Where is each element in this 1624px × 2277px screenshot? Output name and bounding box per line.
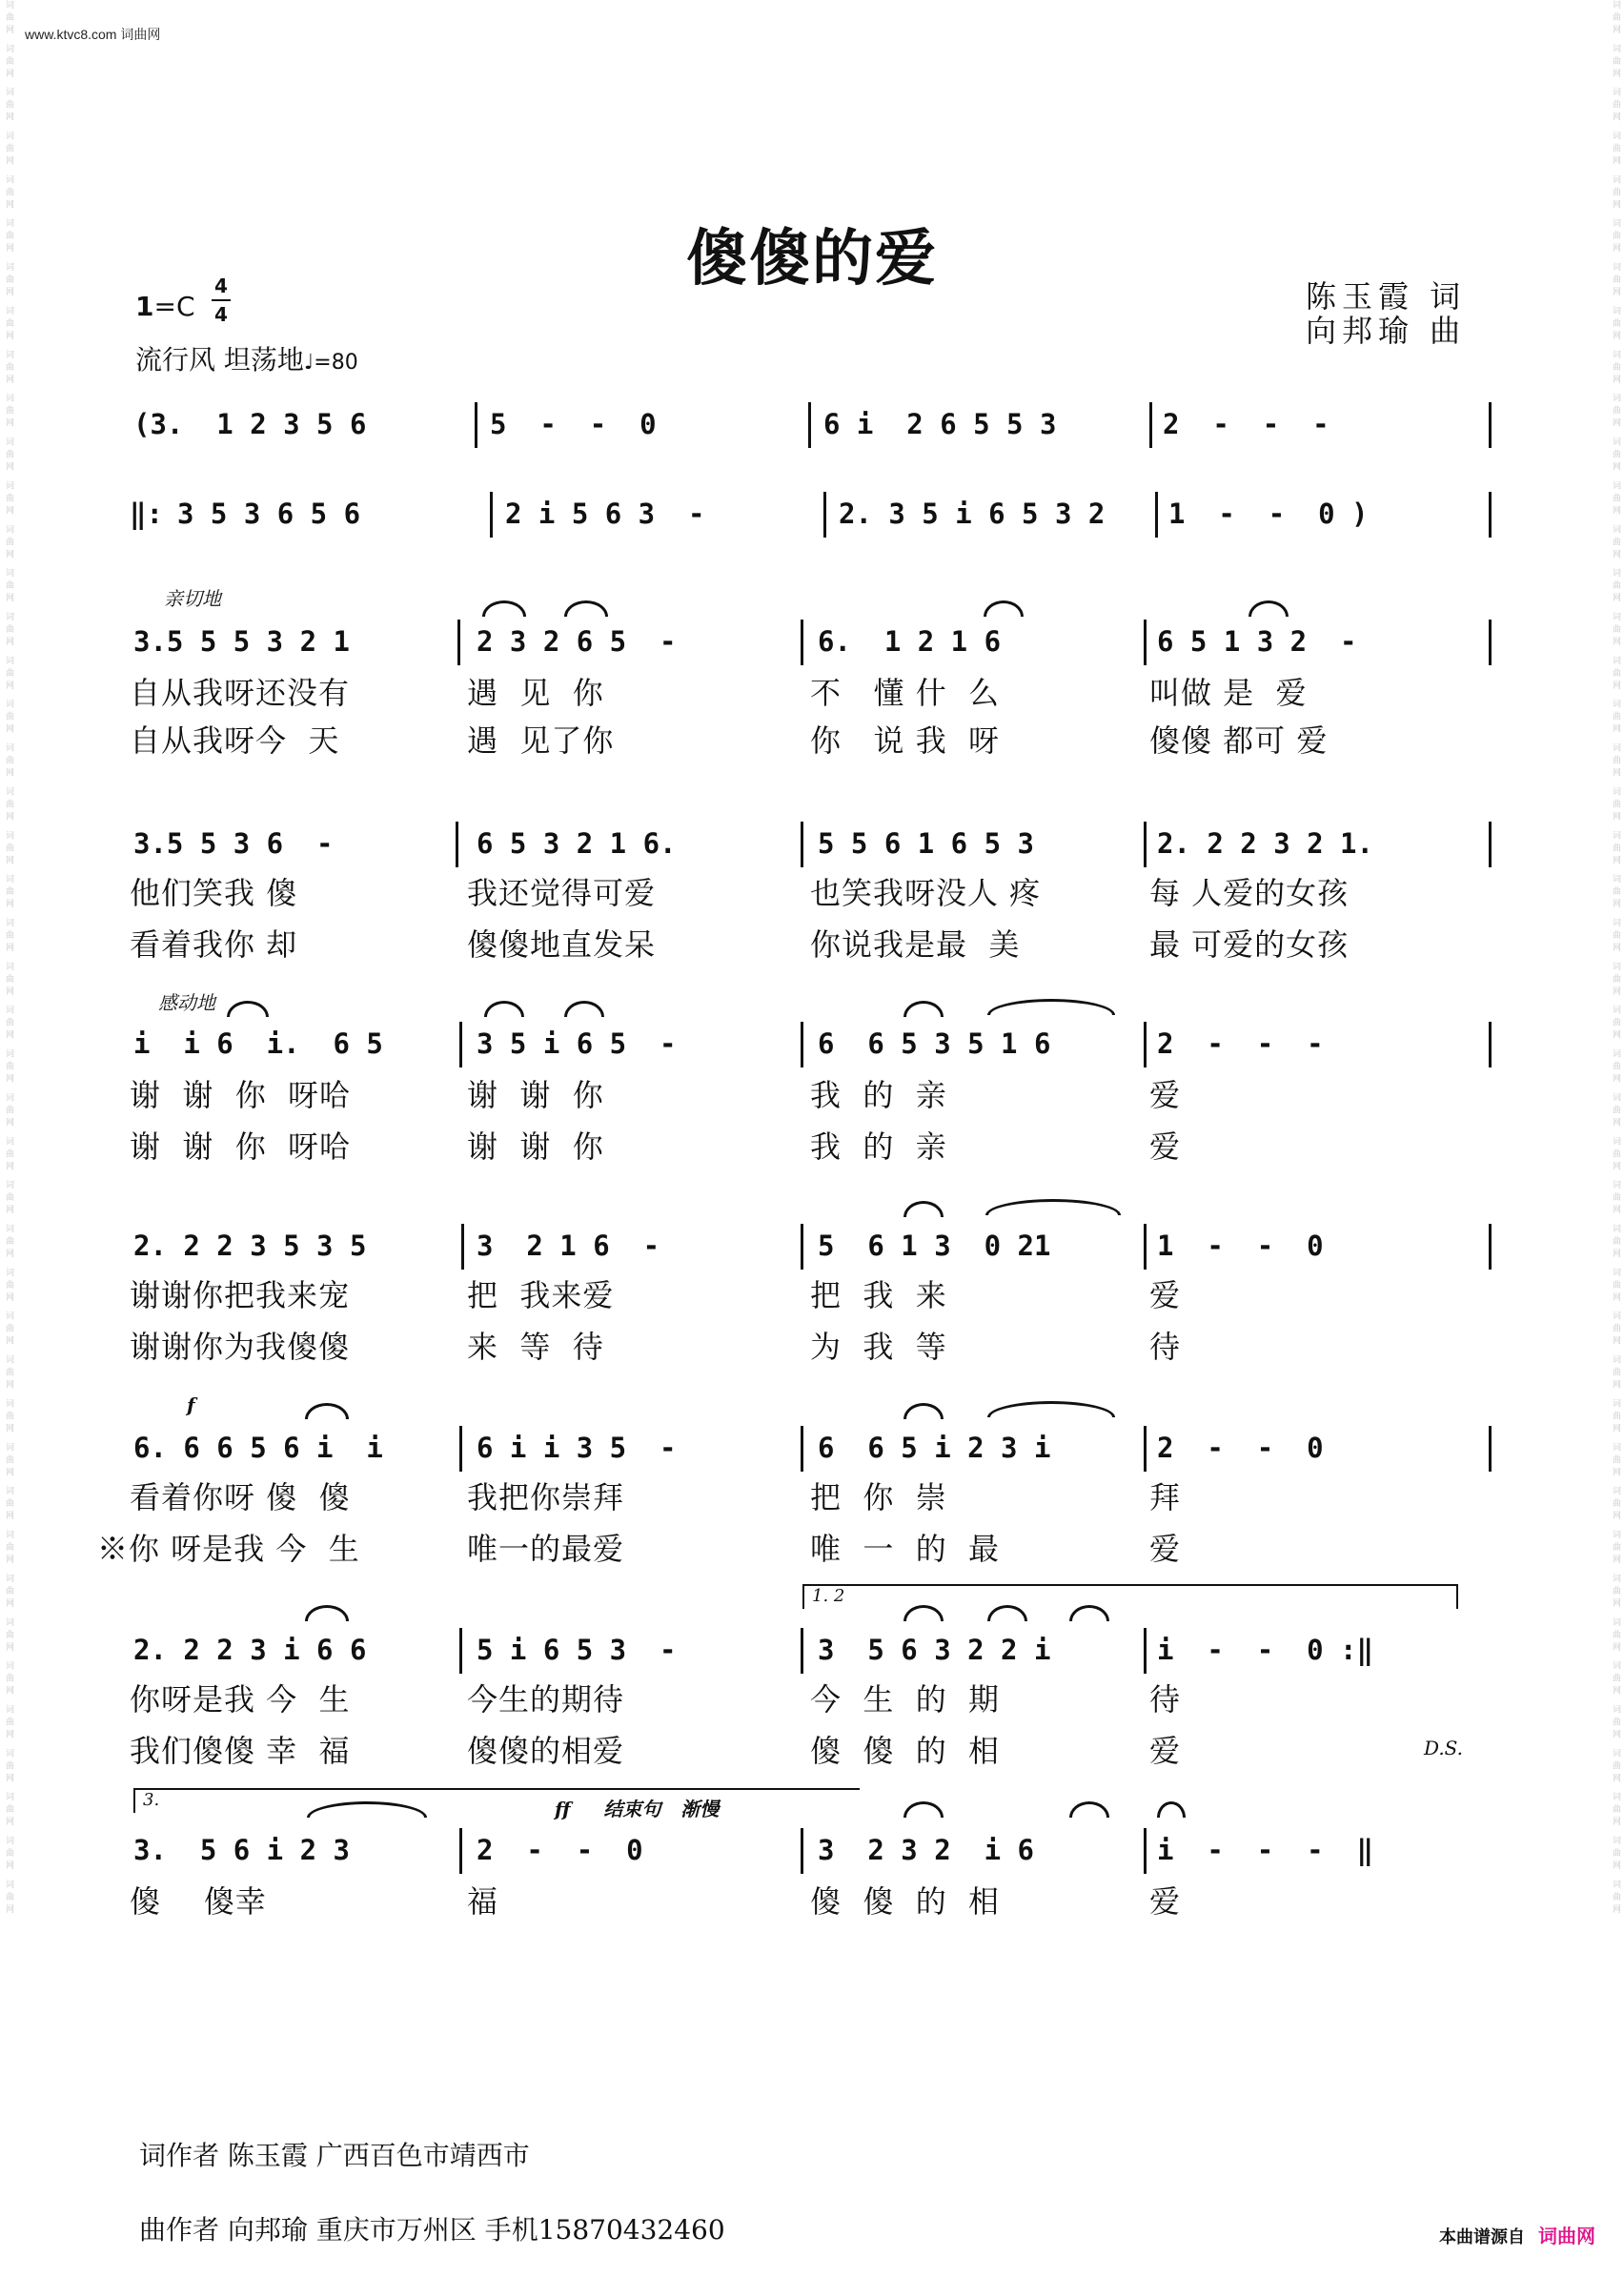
side-watermark-right: 词曲网 词曲网 词曲网 词曲网 词曲网 词曲网 词曲网 词曲网 词曲网 词曲网 词曲网 词曲网 词曲网 词曲网 词曲网 词曲网 词曲网 词曲网 词曲网 词曲网 词曲网 词曲网 词曲网 词曲网 词曲网 词曲网 词曲网 词曲网 词曲网 词曲网 词曲网 词曲网 词曲网 词曲网 词曲网 词曲网 词曲网 词曲网 词曲网 词曲网 词曲网 词曲网 词曲网 词曲网 [1611,0,1620,1918]
measure: 6. 1 2 1 6 [818,625,1002,658]
measure: i - - 0 :‖ [1157,1634,1373,1666]
barline [801,822,803,867]
barline [1489,1426,1492,1472]
lyric-line-7b: ※你 呀是我 今 生 唯一的最爱 唯 一 的 最 爱 [97,1531,1182,1567]
expression-mark: 感动地 [158,991,215,1014]
slur [903,1801,944,1818]
barline [459,1022,462,1067]
barline [1489,402,1492,448]
side-watermark-left: 词曲网 词曲网 词曲网 词曲网 词曲网 词曲网 词曲网 词曲网 词曲网 词曲网 词曲网 词曲网 词曲网 词曲网 词曲网 词曲网 词曲网 词曲网 词曲网 词曲网 词曲网 词曲网 词曲网 词曲网 词曲网 词曲网 词曲网 词曲网 词曲网 词曲网 词曲网 词曲网 词曲网 词曲网 词曲网 词曲网 词曲网 词曲网 词曲网 词曲网 词曲网 词曲网 词曲网 词曲网 [4,0,13,1918]
slur [984,600,1024,617]
measure: 5 6 1 3 0 21 [818,1230,1051,1262]
barline [1489,1224,1492,1270]
site-url[interactable]: www.ktvc8.com 词曲网 [25,27,161,42]
score-row-2 [0,498,1624,555]
key-signature: 1=C [135,291,195,322]
barline [456,822,458,867]
tie [987,1401,1115,1417]
slur [305,1403,349,1419]
measure: 2 - - 0 [477,1834,643,1866]
barline [1144,1426,1147,1472]
barline [1489,822,1492,867]
tie [987,999,1115,1015]
barline [457,620,460,665]
measure: 6 6 5 i 2 3 i [818,1432,1051,1464]
measure: 2. 2 2 3 5 3 5 [133,1230,367,1262]
barline [801,1426,803,1472]
measure: 3.5 5 5 3 2 1 [133,625,350,658]
song-title: 傻傻的爱 [686,223,938,295]
measure: 1 - - 0 ) [1168,498,1369,530]
measure: 5 i 6 5 3 - [477,1634,677,1666]
slur [305,1605,349,1621]
lyric-line-7a: 看着你呀 傻 傻 我把你崇拜 把 你 崇 拜 [130,1479,1182,1515]
measure: (3. 1 2 3 5 6 [133,408,367,440]
barline [1149,402,1152,448]
tempo-marking: ♩=80 [303,351,358,375]
measure: 2 3 2 6 5 - [477,625,677,658]
barline [801,1224,803,1270]
lyricist-info: 词作者 陈玉霞 广西百色市靖西市 [139,2140,530,2171]
barline [1144,1628,1147,1674]
volta-label: 3. [143,1790,160,1810]
measure: 6 i i 3 5 - [477,1432,677,1464]
barline [823,492,826,538]
barline [490,492,493,538]
barline [1144,1022,1147,1067]
composer-credit: 向邦瑜 曲 [1306,313,1467,349]
barline [1144,822,1147,867]
measure: 6. 6 6 5 6 i i [133,1432,383,1464]
measure: 6 5 1 3 2 - [1157,625,1357,658]
measure: i i 6 i. 6 5 [133,1027,383,1060]
measure: 3 2 3 2 i 6 [818,1834,1034,1866]
measure: 6 i 2 6 5 5 3 [823,408,1057,440]
lyric-line-6a: 谢谢你把我来宠 把 我来爱 把 我 来 爱 [130,1277,1182,1313]
measure: 3 5 6 3 2 2 i [818,1634,1051,1666]
barline [1489,492,1492,538]
barline [801,620,803,665]
barline [459,1426,462,1472]
dal-segno-mark: D.S. [1424,1737,1464,1759]
barline [459,1628,462,1674]
lyric-line-5a: 谢 谢 你 呀哈 谢 谢 你 我 的 亲 爱 [130,1077,1182,1113]
source-brand-link[interactable]: 词曲网 [1538,2225,1595,2247]
lyric-line-8a: 你呀是我 今 生 今生的期待 今 生 的 期 待 [130,1681,1182,1718]
barline [1489,620,1492,665]
slur [564,600,608,617]
lyric-line-8b: 我们傻傻 幸 福 傻傻的相爱 傻 傻 的 相 爱 [130,1733,1182,1769]
measure: 6 6 5 3 5 1 6 [818,1027,1051,1060]
measure: 5 - - 0 [490,408,657,440]
lyric-line-9a: 傻 傻幸 福 傻 傻 的 相 爱 [130,1883,1182,1920]
measure: 3.5 5 3 6 - [133,827,334,860]
barline [1144,1828,1147,1874]
barline [475,402,477,448]
barline [461,1224,464,1270]
measure: 2 - - 0 [1157,1432,1324,1464]
barline [459,1828,462,1874]
slur [903,1403,944,1419]
style-tempo: 流行风 坦荡地♩=80 [135,344,358,376]
barline [1144,620,1147,665]
measure: 2. 3 5 i 6 5 3 2 [839,498,1106,530]
slur [227,1001,269,1017]
lyric-line-3b: 自从我呀今 天 遇 见了你 你 说 我 呀 傻傻 都可 爱 [130,722,1329,759]
volta-label: 1. 2 [812,1586,845,1606]
source-label: 本曲谱源自 [1439,2227,1525,2247]
time-signature: 4 4 [212,273,231,328]
measure: 1 - - 0 [1157,1230,1324,1262]
measure: 2 - - - [1163,408,1330,440]
fermata [1157,1801,1186,1818]
slur [482,600,526,617]
composer-info: 曲作者 向邦瑜 重庆市万州区 手机15870432460 [139,2214,725,2246]
measure: 2. 2 2 3 i 6 6 [133,1634,367,1666]
score-row-1 [0,408,1624,465]
slur [1248,600,1289,617]
barline [1144,1224,1147,1270]
measure: i - - - ‖ [1157,1834,1373,1866]
measure: 2. 2 2 3 2 1. [1157,827,1373,860]
barline [801,1828,803,1874]
measure: 3 2 1 6 - [477,1230,660,1262]
measure: 2 i 5 6 3 - [505,498,705,530]
slur [1069,1801,1109,1818]
measure: 3. 5 6 i 2 3 [133,1834,350,1866]
lyric-line-4a: 他们笑我 傻 我还觉得可爱 也笑我呀没人 疼 每 人爱的女孩 [130,875,1350,911]
barline [1155,492,1158,538]
repeat-start: ‖: [130,498,163,530]
tie [985,1199,1121,1215]
barline [808,402,811,448]
barline [1489,1022,1492,1067]
lyric-line-3a: 自从我呀还没有 遇 见 你 不 懂 什 么 叫做 是 爱 [130,675,1308,711]
slur [903,1201,944,1217]
volta-bracket [133,1788,860,1813]
measure: 3 5 3 6 5 6 [177,498,361,530]
lyric-line-4b: 看着我你 却 傻傻地直发呆 你说我是最 美 最 可爱的女孩 [130,926,1350,963]
lyric-line-6b: 谢谢你为我傻傻 来 等 待 为 我 等 待 [130,1329,1182,1365]
volta-bracket [802,1584,1458,1609]
barline [801,1628,803,1674]
measure: 6 5 3 2 1 6. [477,827,677,860]
slur [903,1001,944,1017]
expression-mark: ff 结束句 渐慢 [555,1798,720,1820]
lyricist-credit: 陈玉霞 词 [1306,278,1467,315]
lyric-line-5b: 谢 谢 你 呀哈 谢 谢 你 我 的 亲 爱 [130,1128,1182,1165]
expression-mark: 亲切地 [164,587,221,610]
slur [484,1001,524,1017]
measure: 2 - - - [1157,1027,1324,1060]
barline [801,1022,803,1067]
slur [564,1001,604,1017]
measure: 5 5 6 1 6 5 3 [818,827,1034,860]
dynamic-mark: f [187,1393,195,1416]
measure: 3 5 i 6 5 - [477,1027,677,1060]
